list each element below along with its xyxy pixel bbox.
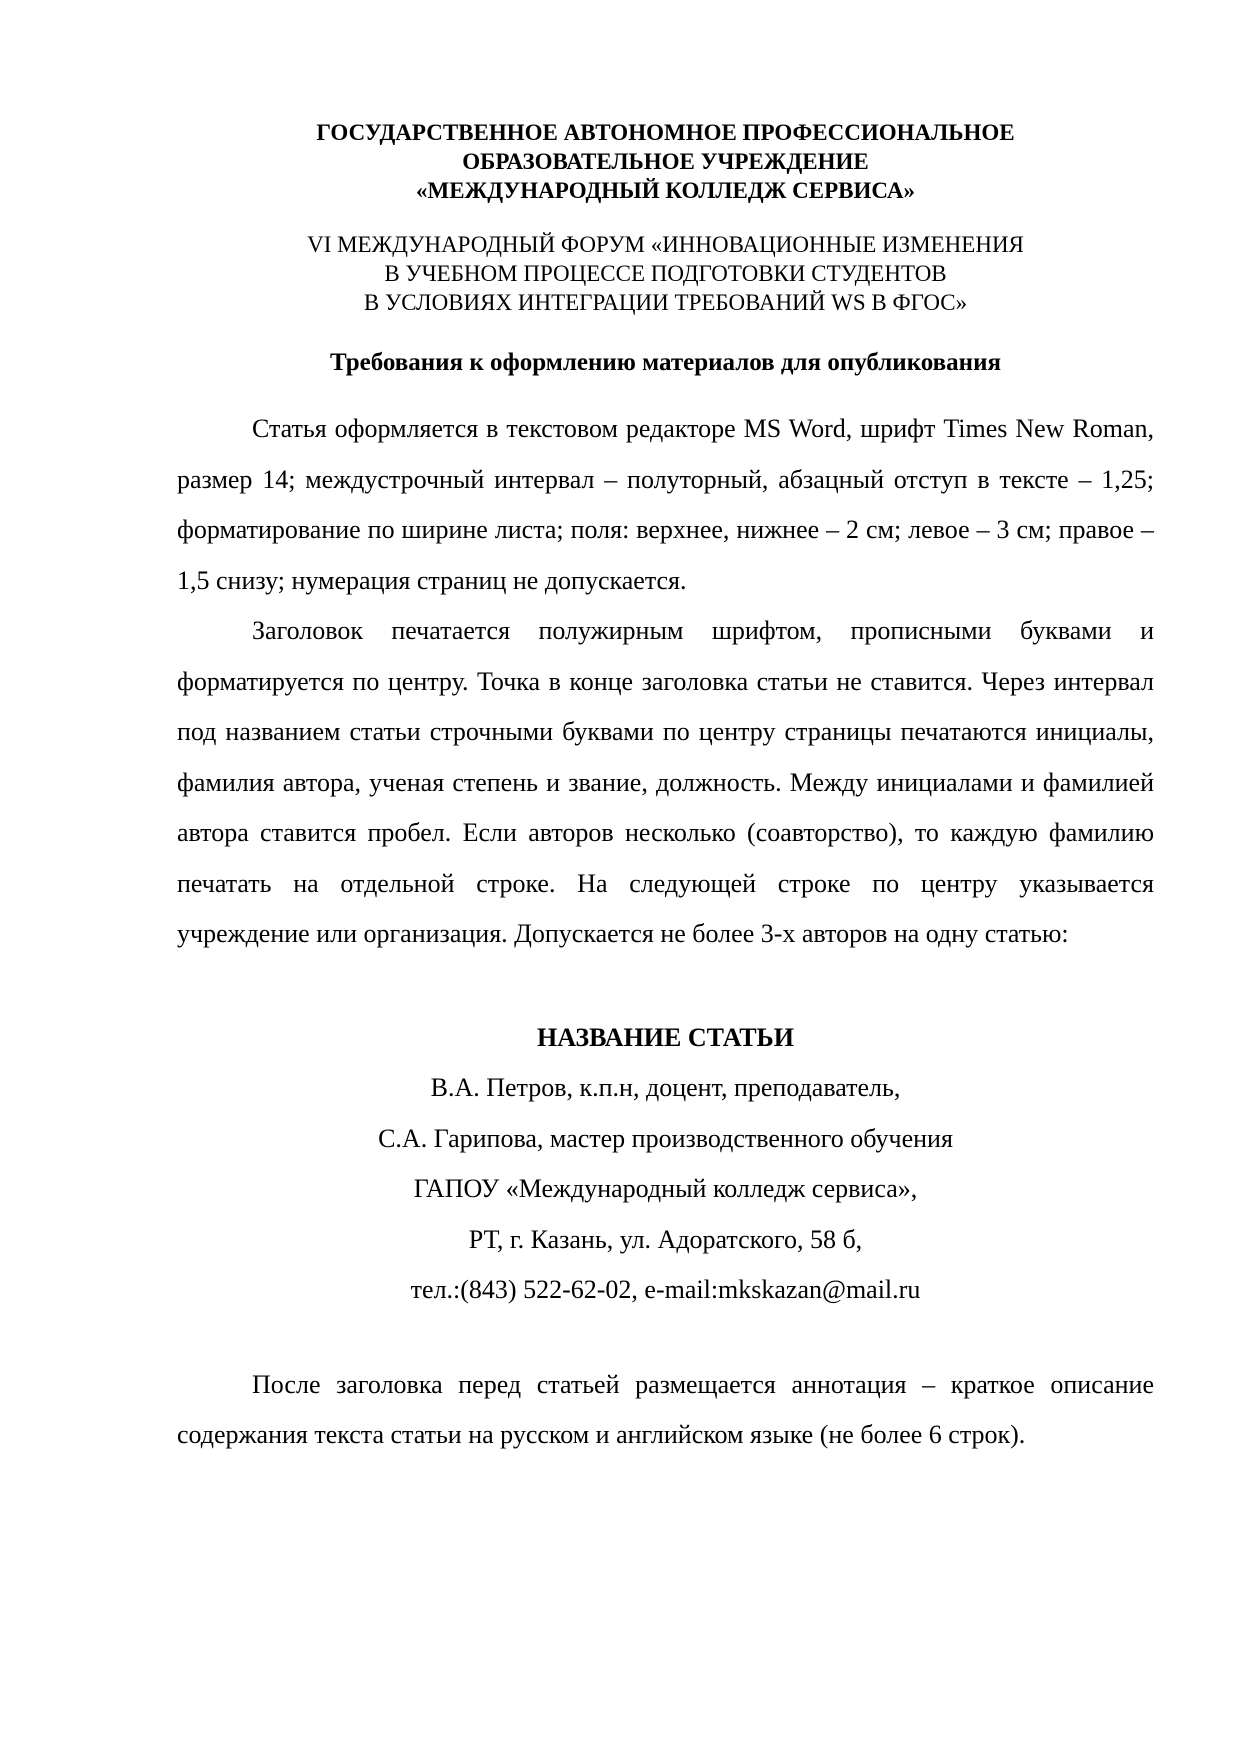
example-line: С.А. Гарипова, мастер производственного обучения (378, 1123, 953, 1153)
example-block (177, 1013, 1154, 1316)
document-content (177, 118, 1154, 1461)
example-line: тел.:(843) 522-62-02, e-mail:mkskazan@mail.ru (410, 1275, 921, 1304)
org-line: ОБРАЗОВАТЕЛЬНОЕ УЧРЕЖДЕНИЕ (462, 149, 869, 174)
forum-line: В УЧЕБНОМ ПРОЦЕССЕ ПОДГОТОВКИ СТУДЕНТОВ (384, 261, 947, 286)
org-line: «МЕЖДУНАРОДНЫЙ КОЛЛЕДЖ СЕРВИСА» (416, 178, 915, 203)
forum-line: В УСЛОВИЯХ ИНТЕГРАЦИИ ТРЕБОВАНИЙ WS В ФГОС» (363, 290, 968, 315)
forum-line: VI МЕЖДУНАРОДНЫЙ ФОРУМ «ИННОВАЦИОННЫЕ ИЗМЕНЕНИЯ (307, 232, 1024, 257)
example-line: ГАПОУ «Международный колледж сервиса», (413, 1174, 918, 1203)
paragraph-formatting: Статья оформляется в текстовом редакторе MS Word, шрифт Times New Roman, размер 14; междустрочный интервал – полуторный, абзацный отступ в тексте – 1,25; форматирование по ширине листа; поля: верхнее, нижнее – 2 см; левое – 3 см; правое – 1,5 снизу; нумерация страниц не допускается. (177, 414, 1154, 595)
forum-header (177, 230, 1154, 317)
example-title: НАЗВАНИЕ СТАТЬИ (537, 1022, 794, 1052)
paragraph-title-rules: Заголовок печатается полужирным шрифтом, прописными буквами и форматируется по центру. Точка в конце заголовка статьи не ставится. Через интервал под названием статьи строчными буквами по центру страницы печатаются инициалы, фамилия автора, ученая степень и звание, должность. Между инициалами и фамилией автора ставится пробел. Если авторов несколько (соавторство), то каждую фамилию печатать на отдельной строке. На следующей строке по центру указывается учреждение или организация. Допускается не более 3-х авторов на одну статью: (177, 616, 1154, 948)
requirements-title: Требования к оформлению материалов для опубликования (329, 349, 1002, 376)
example-line: РТ, г. Казань, ул. Адоратского, 58 б, (468, 1224, 863, 1254)
paragraph-annotation: После заголовка перед статьей размещается аннотация – краткое описание содержания текста статьи на русском и английском языке (не более 6 строк). (177, 1369, 1154, 1449)
example-line: В.А. Петров, к.п.н, доцент, преподаватель, (430, 1073, 901, 1102)
org-line: ГОСУДАРСТВЕННОЕ АВТОНОМНОЕ ПРОФЕССИОНАЛЬНОЕ (316, 120, 1015, 145)
organization-header (177, 118, 1154, 205)
